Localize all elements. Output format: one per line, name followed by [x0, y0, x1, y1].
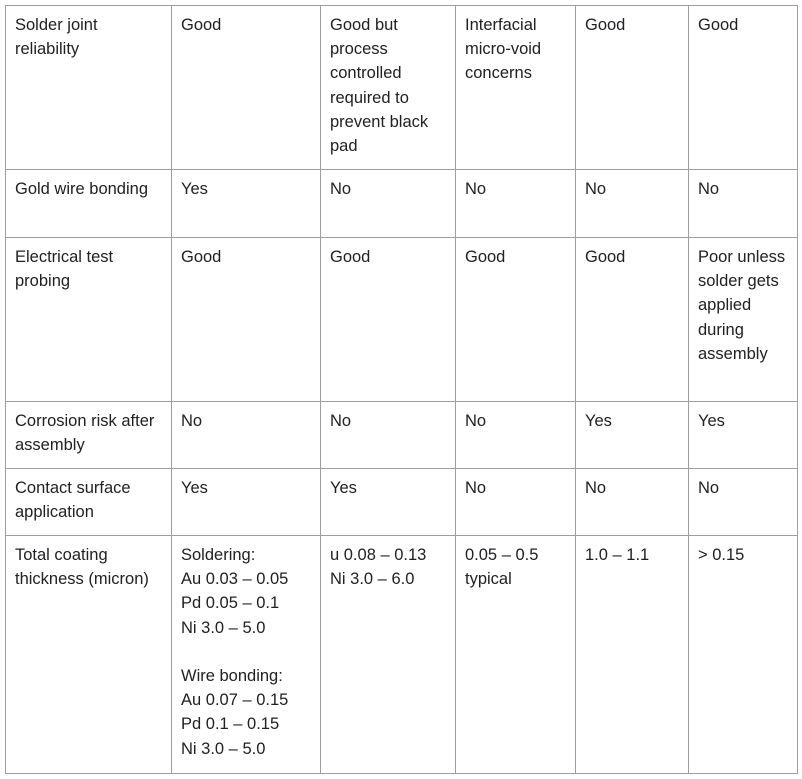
- table-cell: Good: [456, 238, 576, 402]
- table-cell: Good: [576, 6, 689, 170]
- table-cell: No: [456, 170, 576, 238]
- table-cell: No: [456, 469, 576, 536]
- table-cell: > 0.15: [689, 536, 798, 774]
- table-cell: Good: [321, 238, 456, 402]
- row-label: Electrical test probing: [6, 238, 172, 402]
- table-cell: No: [576, 469, 689, 536]
- table-cell: u 0.08 – 0.13 Ni 3.0 – 6.0: [321, 536, 456, 774]
- table-cell: No: [321, 402, 456, 469]
- table-cell: No: [456, 402, 576, 469]
- table-row-contact-surface-application: [6, 469, 798, 536]
- table-row-gold-wire-bonding: [6, 170, 798, 238]
- table-cell: Good: [172, 238, 321, 402]
- table-cell: Good: [689, 6, 798, 170]
- table-cell: Poor unless solder gets applied during assembly: [689, 238, 798, 402]
- row-label: Total coating thickness (micron): [6, 536, 172, 774]
- table-cell: No: [576, 170, 689, 238]
- table-cell: No: [321, 170, 456, 238]
- table-cell: Yes: [689, 402, 798, 469]
- table-cell: No: [689, 469, 798, 536]
- comparison-table: [5, 5, 798, 774]
- table-row-solder-joint-reliability: [6, 6, 798, 170]
- table-cell: Interfacial micro-void concerns: [456, 6, 576, 170]
- row-label: Gold wire bonding: [6, 170, 172, 238]
- table-row-electrical-test-probing: [6, 238, 798, 402]
- table-cell: Yes: [172, 170, 321, 238]
- row-label: Contact surface application: [6, 469, 172, 536]
- table-cell: Good: [172, 6, 321, 170]
- table-cell: Yes: [576, 402, 689, 469]
- table-cell: No: [689, 170, 798, 238]
- row-label: Corrosion risk after assembly: [6, 402, 172, 469]
- row-label: Solder joint reliability: [6, 6, 172, 170]
- table-cell: Good: [576, 238, 689, 402]
- table-cell: Yes: [321, 469, 456, 536]
- table-cell: Yes: [172, 469, 321, 536]
- table-row-total-coating-thickness: [6, 536, 798, 774]
- table-cell: No: [172, 402, 321, 469]
- table-row-corrosion-risk: [6, 402, 798, 469]
- table-cell: Good but process controlled required to prevent black pad: [321, 6, 456, 170]
- table-cell: 0.05 – 0.5 typical: [456, 536, 576, 774]
- table-cell: Soldering: Au 0.03 – 0.05 Pd 0.05 – 0.1 Ni 3.0 – 5.0 Wire bonding: Au 0.07 – 0.15 Pd 0.1 – 0.15 Ni 3.0 – 5.0: [172, 536, 321, 774]
- table-cell: 1.0 – 1.1: [576, 536, 689, 774]
